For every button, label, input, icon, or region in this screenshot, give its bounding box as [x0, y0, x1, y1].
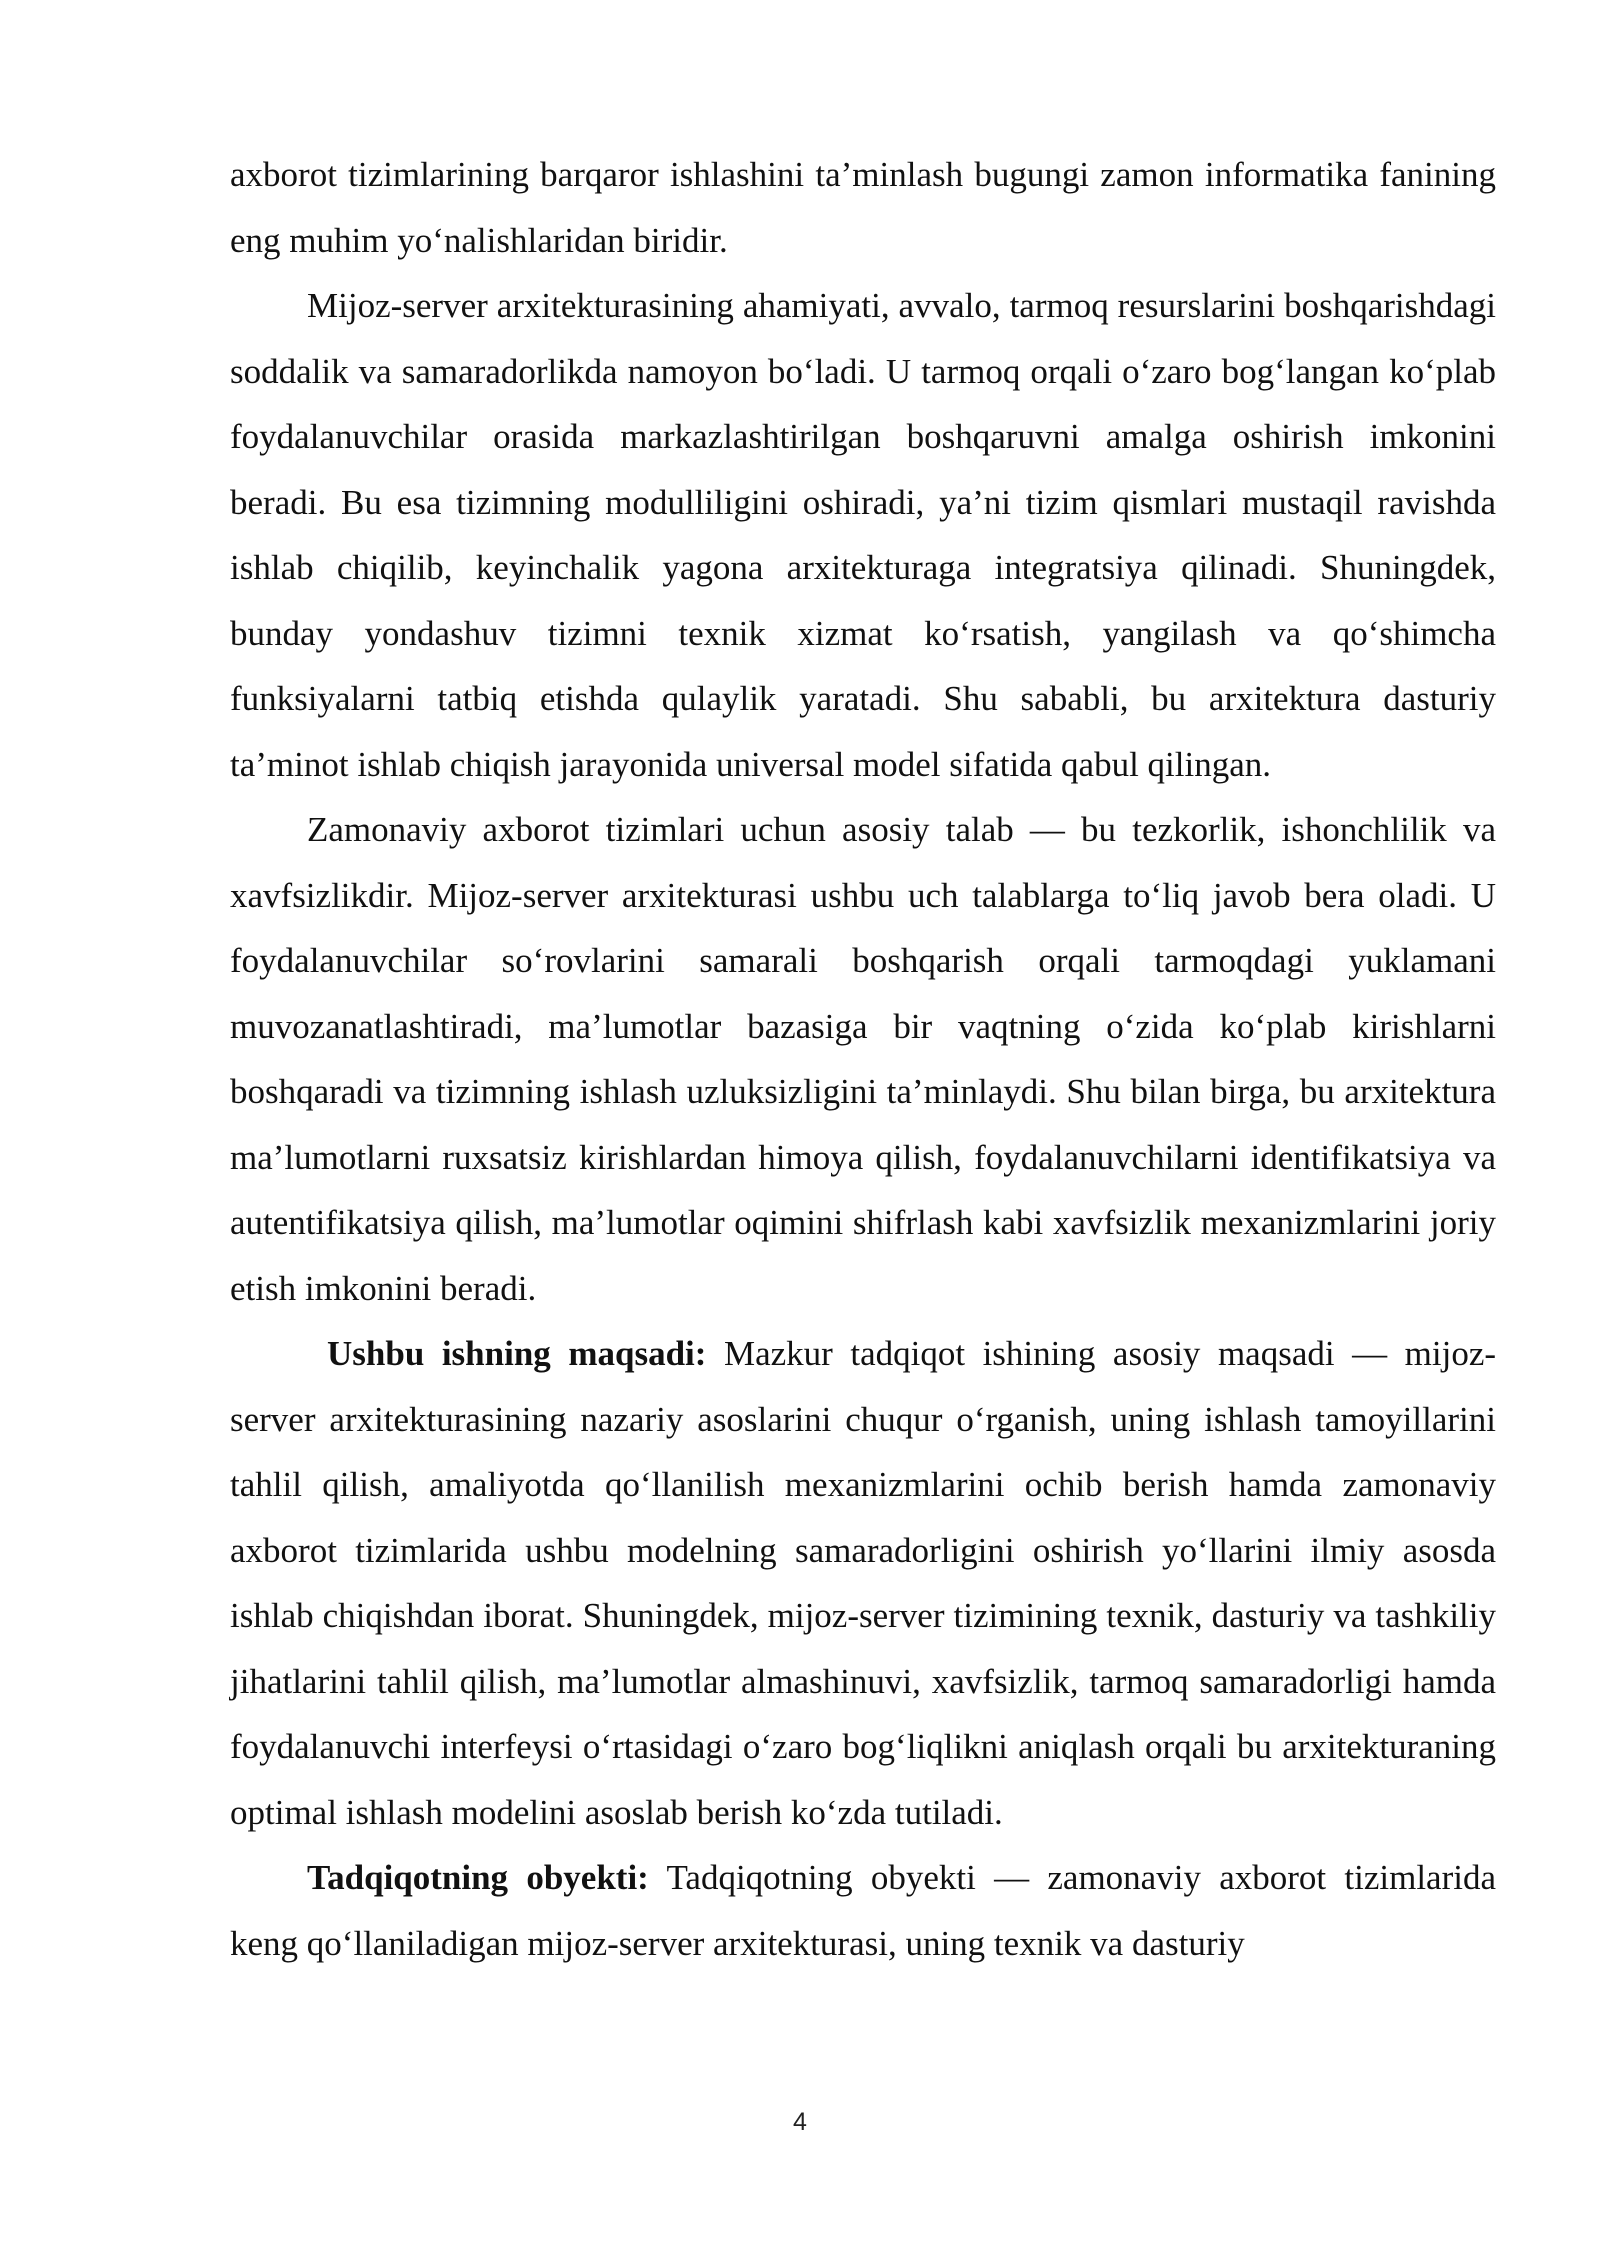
page-body: [230, 142, 1496, 1976]
page-number: 4: [793, 2108, 807, 2136]
paragraph-architecture-importance: Mijoz-server arxitekturasining ahamiyati, avvalo, tarmoq resurslarini boshqarishdagi soddalik va samaradorlikda namoyon bo‘ladi. U tarmoq orqali o‘zaro bog‘langan ko‘plab foydalanuvchilar orasida markazlashtirilgan boshqaruvni amalga oshirish imkonini beradi. Bu esa tizimning modulliligini oshiradi, ya’ni tizim qismlari mustaqil ravishda ishlab chiqilib, keyinchalik yagona arxitekturaga integratsiya qilinadi. Shuningdek, bunday yondashuv tizimni texnik xizmat ko‘rsatish, yangilash va qo‘shimcha funksiyalarni tatbiq etishda qulaylik yaratadi. Shu sababli, bu arxitektura dasturiy ta’minot ishlab chiqish jarayonida universal model sifatida qabul qilingan.: [230, 286, 1496, 784]
object-text: Tadqiqotning obyekti — zamonaviy axborot tizimlarida keng qo‘llaniladigan mijoz-server arxitekturasi, uning texnik va dasturiy: [230, 1858, 1496, 1963]
goal-heading: Ushbu ishning maqsadi:: [327, 1334, 707, 1373]
paragraph-goal: [230, 1321, 1496, 1845]
paragraph-requirements: Zamonaviy axborot tizimlari uchun asosiy talab — bu tezkorlik, ishonchlilik va xavfsizlikdir. Mijoz-server arxitekturasi ushbu uch talablarga to‘liq javob bera oladi. U foydalanuvchilar so‘rovlarini samarali boshqarish orqali tarmoqdagi yuklamani muvozanatlashtiradi, ma’lumotlar bazasiga bir vaqtning o‘zida ko‘plab kirishlarni boshqaradi va tizimning ishlash uzluksizligini ta’minlaydi. Shu bilan birga, bu arxitektura ma’lumotlarni ruxsatsiz kirishlardan himoya qilish, foydalanuvchilarni identifikatsiya va autentifikatsiya qilish, ma’lumotlar oqimini shifrlash kabi xavfsizlik mexanizmlarini joriy etish imkonini beradi.: [230, 810, 1496, 1308]
paragraph-continuation: axborot tizimlarining barqaror ishlashini ta’minlash bugungi zamon informatika fanining eng muhim yo‘nalishlaridan biridir.: [230, 155, 1496, 260]
object-heading: Tadqiqotning obyekti:: [307, 1858, 649, 1897]
paragraph-object: [230, 1845, 1496, 1976]
goal-text: Mazkur tadqiqot ishining asosiy maqsadi — mijoz-server arxitekturasining nazariy asoslarini chuqur o‘rganish, uning ishlash tamoyillarini tahlil qilish, amaliyotda qo‘llanilish mexanizmlarini ochib berish hamda zamonaviy axborot tizimlarida ushbu modelning samaradorligini oshirish yo‘llarini ilmiy asosda ishlab chiqishdan iborat. Shuningdek, mijoz-server tizimining texnik, dasturiy va tashkiliy jihatlarini tahlil qilish, ma’lumotlar almashinuvi, xavfsizlik, tarmoq samaradorligi hamda foydalanuvchi interfeysi o‘rtasidagi o‘zaro bog‘liqlikni aniqlash orqali bu arxitekturaning optimal ishlash modelini asoslab berish ko‘zda tutiladi.: [230, 1334, 1497, 1832]
